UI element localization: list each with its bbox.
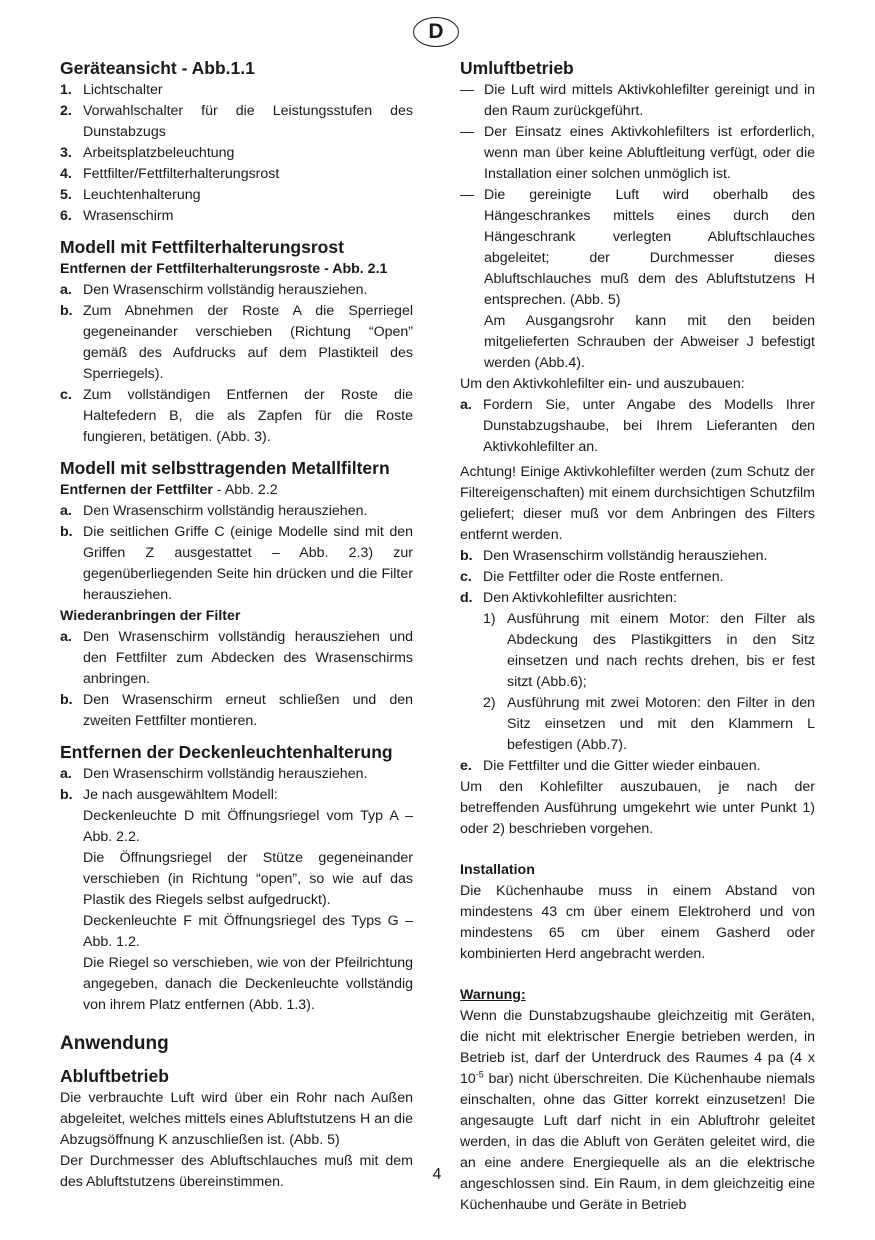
section-title-warning: Warnung: <box>460 987 526 1003</box>
dash-item-text: Der Einsatz eines Aktivkohlefilters ist erforderlich, wenn man über keine Abluftleitung verfügt, oder die Installation einer solchen unmöglich ist. <box>484 124 815 182</box>
dash-list-item <box>460 122 815 185</box>
list-item-marker: b. <box>460 548 473 564</box>
list-item-marker: a. <box>60 629 72 645</box>
section-title-recirculation: Umluftbetrieb <box>460 58 574 78</box>
ceiling-light-para-3: Deckenleuchte F mit Öffnungsriegel des Typs G – Abb. 1.2. <box>83 913 413 950</box>
list-item-text: Je nach ausgewähltem Modell: <box>83 787 278 803</box>
list-item-text: Den Wrasenschirm vollständig herausziehen. <box>83 503 368 519</box>
list-item-marker: a. <box>60 766 72 782</box>
section-title-ceiling-light: Entfernen der Deckenleuchtenhalterung <box>60 742 393 762</box>
list-item <box>60 385 413 448</box>
right-column <box>460 56 815 1216</box>
subtitle-remove-filters-bold: Entfernen der Fettfilter <box>60 482 213 498</box>
subtitle-exhaust-mode: Abluftbetrieb <box>60 1066 169 1086</box>
list-item-marker: b. <box>60 787 73 803</box>
recirculation-deflector-note: Am Ausgangsrohr kann mit den beiden mitgelieferten Schrauben der Abweiser J befestigt werden (Abb.4). <box>484 313 815 371</box>
list-item-marker: b. <box>60 692 73 708</box>
list-item <box>483 609 815 693</box>
left-column <box>60 56 413 1193</box>
list-item-text: Arbeitsplatzbeleuchtung <box>83 145 235 161</box>
section-title-usage: Anwendung <box>60 1033 169 1054</box>
list-item <box>60 80 413 101</box>
carbon-filter-steps <box>460 546 815 609</box>
list-item-marker: 3. <box>60 145 72 161</box>
list-item-marker: c. <box>460 569 472 585</box>
ceiling-light-para-2: Die Öffnungsriegel der Stütze gegeneinander verschieben (in Richtung “open”, so wie auf das Plastik des Riegels selbst aufgedruckt). <box>83 850 413 908</box>
list-item-marker: 2) <box>483 695 496 711</box>
list-item <box>483 693 815 756</box>
refit-filters-steps <box>60 627 413 732</box>
list-item <box>60 280 413 301</box>
list-item-text: Den Wrasenschirm vollständig herausziehen. <box>83 766 368 782</box>
list-item <box>60 522 413 606</box>
remove-filters-steps <box>60 501 413 606</box>
carbon-filter-step-a <box>460 395 815 458</box>
list-item <box>60 627 413 690</box>
list-item <box>60 143 413 164</box>
list-item-marker: 2. <box>60 103 72 119</box>
list-item-text: Die Fettfilter und die Gitter wieder einbauen. <box>483 758 761 774</box>
subtitle-refit-filters: Wiederanbringen der Filter <box>60 608 241 624</box>
section-title-grease-filter-rack: Modell mit Fettfilterhalterungsrost <box>60 237 344 257</box>
list-item <box>60 764 413 785</box>
dash-item-text: Die Luft wird mittels Aktivkohlefilter gereinigt und in den Raum zurückgeführt. <box>484 82 815 119</box>
list-item <box>60 185 413 206</box>
dash-list-item <box>460 185 815 311</box>
list-item <box>460 756 815 777</box>
list-item <box>460 546 815 567</box>
list-item-text: Leuchtenhalterung <box>83 187 201 203</box>
exhaust-mode-para-1: Die verbrauchte Luft wird über ein Rohr nach Außen abgeleitet, welches mittels eines Abluftstutzens H an die Abzugsöffnung K anzuschließen ist. (Abb. 5) <box>60 1090 413 1148</box>
carbon-filter-step-e <box>460 756 815 777</box>
installation-text: Die Küchenhaube muss in einem Abstand von mindestens 43 cm über einem Elektroherd und von mindestens 65 cm über einem Gasherd oder kombinierten Herd angebracht werden. <box>460 883 815 962</box>
list-item-text: Fordern Sie, unter Angabe des Modells Ihrer Dunstabzugshaube, bei Ihrem Lieferanten den Aktivkohlefilter an. <box>483 397 815 455</box>
list-item-marker: 1. <box>60 82 72 98</box>
list-item-marker: a. <box>460 397 472 413</box>
device-parts-list <box>60 80 413 227</box>
carbon-filter-substeps <box>460 609 815 756</box>
carbon-filter-removal: Um den Kohlefilter auszubauen, je nach der betreffenden Ausführung umgekehrt wie unter Punkt 1) oder 2) beschrieben vorgehen. <box>460 779 815 837</box>
ceiling-light-steps <box>60 764 413 806</box>
subtitle-remove-filters <box>60 480 413 501</box>
list-item-marker: 5. <box>60 187 72 203</box>
dash-list-item <box>460 80 815 122</box>
list-item-text: Die Fettfilter oder die Roste entfernen. <box>483 569 724 585</box>
list-item <box>60 301 413 385</box>
dash-marker: — <box>460 124 475 140</box>
list-item-text: Den Aktivkohlefilter ausrichten: <box>483 590 677 606</box>
recirculation-dash-list <box>460 80 815 311</box>
list-item <box>60 785 413 806</box>
exhaust-mode-para-2: Der Durchmesser des Abluftschlauches muß mit dem des Abluftstutzens übereinstimmen. <box>60 1153 413 1190</box>
list-item-text: Zum Abnehmen der Roste A die Sperriegel gegeneinander verschieben (Richtung “Open” gemäß des Aufdrucks auf dem Plastikteil des Sperriegels). <box>83 303 413 382</box>
warning-text-part-1: Wenn die Dunstabzugshaube gleichzeitig mit Geräten, die nicht mit elektrischer Energie betrieben werden, in Betrieb ist, darf der Unterdruck des Raumes 4 pa (4 x 10 <box>460 1008 815 1087</box>
list-item-text: Lichtschalter <box>83 82 163 98</box>
list-item <box>460 567 815 588</box>
list-item-marker: 6. <box>60 208 72 224</box>
list-item-marker: e. <box>460 758 472 774</box>
list-item-text: Zum vollständigen Entfernen der Roste die Haltefedern B, die als Zapfen für die Roste fungieren, betätigen. (Abb. 3). <box>83 387 413 445</box>
list-item-marker: a. <box>60 282 72 298</box>
list-item-text: Vorwahlschalter für die Leistungsstufen des Dunstabzugs <box>83 103 413 140</box>
ceiling-light-para-1: Deckenleuchte D mit Öffnungsriegel vom Typ A – Abb. 2.2. <box>83 808 413 845</box>
list-item-text: Den Wrasenschirm vollständig herausziehen. <box>83 282 368 298</box>
remove-racks-steps <box>60 280 413 448</box>
section-title-metal-filters: Modell mit selbsttragenden Metallfiltern <box>60 458 390 478</box>
list-item-text: Wrasenschirm <box>83 208 174 224</box>
list-item <box>60 501 413 522</box>
language-code: D <box>428 20 444 43</box>
dash-item-text: Die gereinigte Luft wird oberhalb des Hängeschrankes mittels eines durch den Hängeschrank verlegten Abluftschlauches abgeleitet; der Durchmesser dieses Abluftschlauches muß dem des Abluftstutzens H entsprechen. (Abb. 5) <box>484 187 815 308</box>
list-item-marker: 1) <box>483 611 496 627</box>
list-item-text: Die seitlichen Griffe C (einige Modelle sind mit den Griffen Z ausgestattet – Abb. 2.3) zur gegenüberliegenden Seite hin drücken und die Filter herausziehen. <box>83 524 413 603</box>
list-item <box>60 690 413 732</box>
section-title-installation: Installation <box>460 862 535 878</box>
list-item <box>460 395 815 458</box>
subtitle-remove-filters-ref: - Abb. 2.2 <box>212 482 278 498</box>
list-item-text: Fettfilter/Fettfilterhalterungsrost <box>83 166 280 182</box>
carbon-filter-warning: Achtung! Einige Aktivkohlefilter werden (zum Schutz der Filtereigenschaften) mit einem durchsichtigen Schutzfilm geliefert; dieser muß vor dem Anbringen des Filters entfernt werden. <box>460 464 815 543</box>
subtitle-remove-racks: Entfernen der Fettfilterhalterungsroste - Abb. 2.1 <box>60 261 388 277</box>
page-number: 4 <box>432 1166 442 1183</box>
list-item-text: Den Wrasenschirm erneut schließen und den zweiten Fettfilter montieren. <box>83 692 413 729</box>
list-item-text: Den Wrasenschirm vollständig herausziehen und den Fettfilter zum Abdecken des Wrasenschirms anbringen. <box>83 629 413 687</box>
ceiling-light-para-4: Die Riegel so verschieben, wie von der Pfeilrichtung angegeben, danach die Deckenleuchte vollständig von ihrem Platz entfernen (Abb. 1.3). <box>83 955 413 1013</box>
list-item <box>60 164 413 185</box>
list-item <box>460 588 815 609</box>
list-item-text: Ausführung mit einem Motor: den Filter als Abdeckung des Plastikgitters in den Sitz einsetzen und nach rechts drehen, bis er fest sitzt (Abb.6); <box>507 611 815 690</box>
dash-marker: — <box>460 82 475 98</box>
dash-marker: — <box>460 187 475 203</box>
language-badge <box>413 17 459 47</box>
list-item-text: Den Wrasenschirm vollständig herausziehen. <box>483 548 768 564</box>
list-item-marker: b. <box>60 524 73 540</box>
list-item-text: Ausführung mit zwei Motoren: den Filter in den Sitz einsetzen und mit den Klammern L befestigen (Abb.7). <box>507 695 815 753</box>
list-item-marker: a. <box>60 503 72 519</box>
list-item-marker: 4. <box>60 166 72 182</box>
warning-exponent: -5 <box>475 1069 484 1080</box>
warning-text <box>460 1006 815 1216</box>
section-title-device-view: Geräteansicht - Abb.1.1 <box>60 58 255 78</box>
list-item-marker: c. <box>60 387 72 403</box>
list-item <box>60 101 413 143</box>
list-item <box>60 206 413 227</box>
list-item-marker: d. <box>460 590 473 606</box>
recirculation-intro: Um den Aktivkohlefilter ein- und auszubauen: <box>460 376 745 392</box>
warning-text-part-2: bar) nicht überschreiten. Die Küchenhaube niemals einschalten, ohne das Gitter korrekt einzusetzen! Die angesaugte Luft darf nicht in ein Abluftrohr geleitet werden, in das die Abluft von Geräten geleitet wird, die an eine andere Energiequelle als an die elektrische angeschlossen sind. Ein Raum, in dem gleichzeitig eine Küchenhaube und Geräte in Betrieb <box>460 1071 815 1213</box>
list-item-marker: b. <box>60 303 73 319</box>
